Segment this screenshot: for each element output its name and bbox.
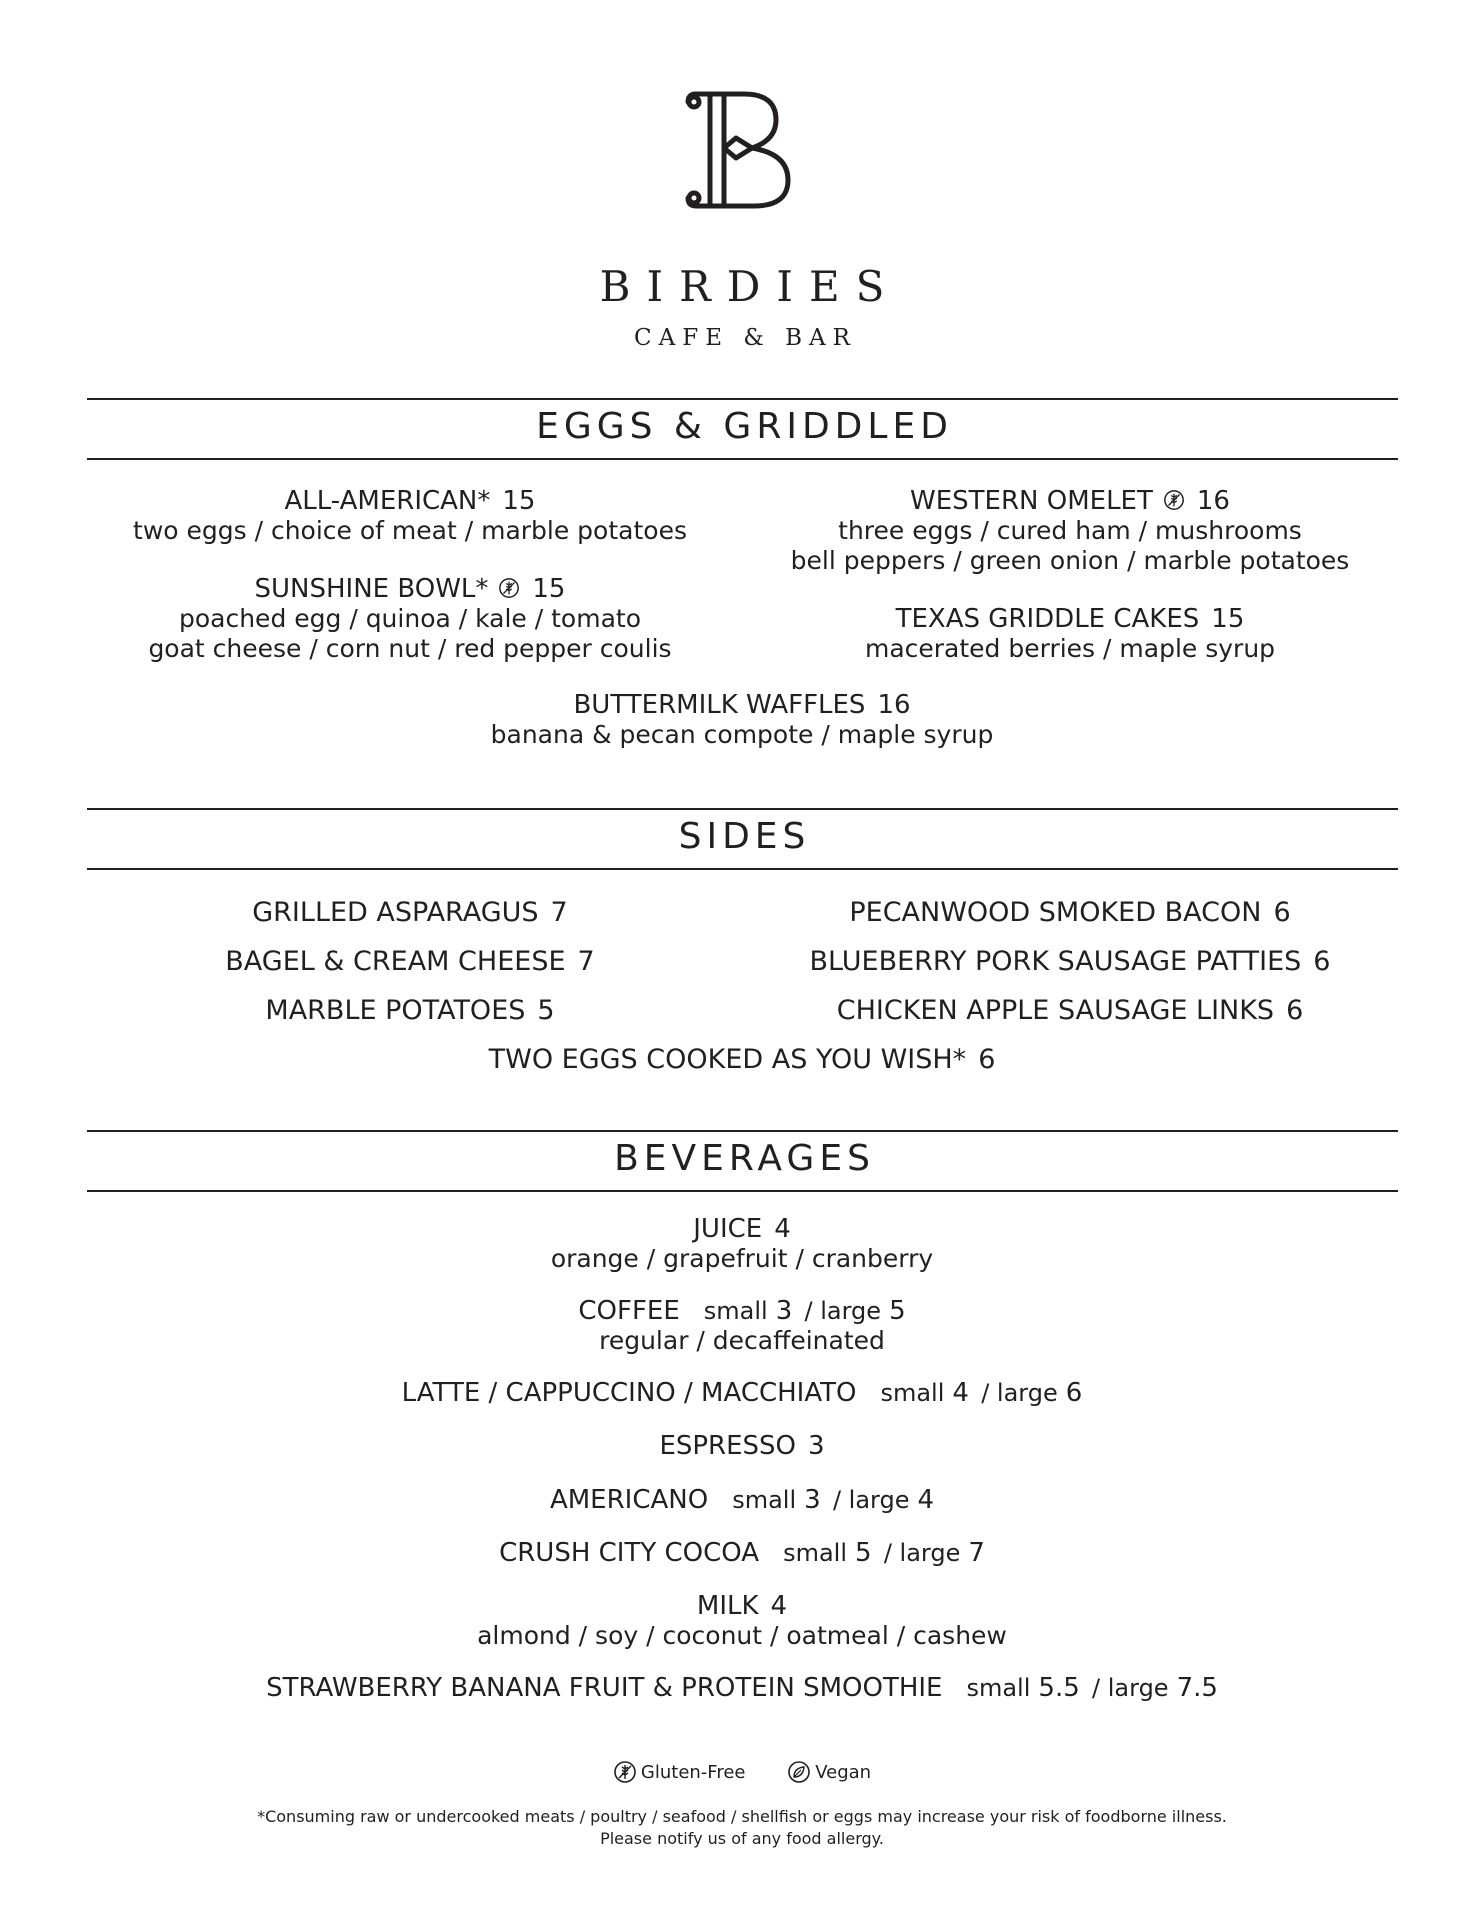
size-small-label: small — [783, 1539, 848, 1567]
menu-item-juice — [0, 1214, 1484, 1274]
section-rule-top — [87, 808, 1398, 810]
item-name: JUICE — [693, 1214, 763, 1244]
legend-gluten-free — [613, 1760, 746, 1784]
size-large-label: / large — [981, 1379, 1058, 1407]
large-price: 7 — [968, 1538, 985, 1568]
size-small-label: small — [703, 1297, 768, 1325]
item-price: 15 — [1211, 604, 1245, 634]
legend-label: Gluten-Free — [640, 1761, 746, 1783]
side-item — [740, 986, 1400, 1035]
sides-left-column — [80, 888, 740, 1035]
item-description: bell peppers / green onion / marble potatoes — [790, 546, 1350, 575]
brand-subtitle: CAFE & BAR — [634, 325, 857, 351]
item-description: orange / grapefruit / cranberry — [550, 1244, 934, 1273]
item-name: SUNSHINE BOWL* — [254, 574, 489, 604]
item-price: 6 — [1286, 995, 1304, 1026]
small-price: 3 — [775, 1296, 793, 1326]
legend-vegan — [787, 1760, 871, 1784]
size-large-label: / large — [883, 1539, 961, 1567]
item-description: two eggs / choice of meat / marble potatoes — [133, 516, 687, 545]
sides-right-column — [740, 888, 1400, 1035]
small-price: 4 — [952, 1378, 969, 1408]
menu-item-buttermilk-waffles — [0, 690, 1484, 750]
item-description: banana & pecan compote / maple syrup — [490, 720, 994, 749]
large-price: 4 — [917, 1485, 935, 1515]
footnote-line: Please notify us of any food allergy. — [600, 1829, 884, 1848]
side-item — [740, 888, 1400, 937]
item-name: PECANWOOD SMOKED BACON — [849, 897, 1262, 928]
size-large-label: / large — [1092, 1674, 1169, 1702]
menu-item-milk — [0, 1591, 1484, 1651]
item-name: ESPRESSO — [659, 1431, 797, 1461]
item-price: 6 — [1313, 946, 1331, 977]
item-name: AMERICANO — [549, 1485, 709, 1515]
small-price: 5 — [855, 1538, 872, 1568]
item-name: COFFEE — [578, 1296, 680, 1326]
item-price: 7 — [577, 946, 595, 977]
size-large-label: / large — [832, 1486, 910, 1514]
size-small-label: small — [966, 1674, 1031, 1702]
item-price: 16 — [877, 690, 911, 720]
legend-label: Vegan — [815, 1761, 872, 1783]
menu-item-smoothie — [0, 1673, 1484, 1703]
large-price: 7.5 — [1176, 1673, 1218, 1703]
eggs-left-column — [80, 486, 740, 664]
gluten-free-icon — [1163, 489, 1185, 511]
item-name: WESTERN OMELET — [910, 486, 1153, 516]
large-price: 6 — [1065, 1378, 1083, 1408]
menu-item-western-omelet — [740, 486, 1400, 576]
section-rule-bottom — [87, 1190, 1398, 1192]
size-small-label: small — [880, 1379, 945, 1407]
size-large-label: / large — [804, 1297, 882, 1325]
item-name: GRILLED ASPARAGUS — [252, 897, 539, 928]
item-price: 4 — [774, 1214, 791, 1244]
side-item — [80, 888, 740, 937]
section-rule-bottom — [87, 458, 1398, 460]
item-name: ALL-AMERICAN* — [284, 486, 491, 516]
menu-item-espresso — [0, 1431, 1484, 1461]
item-description: three eggs / cured ham / mushrooms — [838, 516, 1302, 545]
section-rule-bottom — [87, 868, 1398, 870]
item-price: 15 — [532, 574, 566, 604]
item-name: STRAWBERRY BANANA FRUIT & PROTEIN SMOOTHIE — [266, 1673, 943, 1703]
item-price: 7 — [550, 897, 568, 928]
item-description: regular / decaffeinated — [599, 1326, 885, 1355]
menu-item-coffee — [0, 1296, 1484, 1356]
item-name: TWO EGGS COOKED AS YOU WISH* — [488, 1044, 967, 1075]
item-price: 15 — [502, 486, 536, 516]
item-name: BAGEL & CREAM CHEESE — [225, 946, 566, 977]
leaf-icon — [787, 1760, 811, 1784]
menu-item-sunshine-bowl — [80, 574, 740, 664]
item-price: 16 — [1196, 486, 1230, 516]
item-price: 6 — [1273, 897, 1291, 928]
allergy-footnote — [0, 1806, 1484, 1850]
menu-item-latte — [0, 1378, 1484, 1408]
section-title-sides: SIDES — [678, 816, 811, 857]
menu-item-texas-griddle-cakes — [740, 604, 1400, 664]
item-name: CRUSH CITY COCOA — [499, 1538, 760, 1568]
item-price: 6 — [978, 1044, 996, 1075]
item-description: almond / soy / coconut / oatmeal / cashew — [477, 1621, 1007, 1650]
footnote-line: *Consuming raw or undercooked meats / poultry / seafood / shellfish or eggs may increase your risk of foodborne illness. — [257, 1807, 1227, 1826]
item-name: MILK — [696, 1591, 759, 1621]
menu-item-americano — [0, 1485, 1484, 1515]
brand-name: BIRDIES — [599, 262, 901, 311]
item-name: LATTE / CAPPUCCINO / MACCHIATO — [401, 1378, 857, 1408]
menu-item-all-american — [80, 486, 740, 546]
section-title-beverages: BEVERAGES — [614, 1138, 875, 1179]
size-small-label: small — [732, 1486, 797, 1514]
side-item — [740, 937, 1400, 986]
section-rule-top — [87, 398, 1398, 400]
item-price: 5 — [537, 995, 555, 1026]
eggs-right-column — [740, 486, 1400, 664]
wheat-crossed-icon — [613, 1760, 637, 1784]
side-item — [80, 986, 740, 1035]
monogram-b-logo — [680, 88, 804, 212]
item-price: 4 — [770, 1591, 788, 1621]
item-description: poached egg / quinoa / kale / tomato — [178, 604, 641, 633]
gluten-free-icon — [498, 577, 520, 599]
small-price: 3 — [804, 1485, 821, 1515]
side-item-two-eggs — [0, 1035, 1484, 1084]
item-name: MARBLE POTATOES — [265, 995, 526, 1026]
item-price: 3 — [808, 1431, 825, 1461]
item-name: BLUEBERRY PORK SAUSAGE PATTIES — [809, 946, 1302, 977]
item-description: goat cheese / corn nut / red pepper coulis — [148, 634, 672, 663]
item-description: macerated berries / maple syrup — [864, 634, 1276, 663]
menu-item-cocoa — [0, 1538, 1484, 1568]
section-rule-top — [87, 1130, 1398, 1132]
item-name: BUTTERMILK WAFFLES — [573, 690, 866, 720]
side-item — [80, 937, 740, 986]
small-price: 5.5 — [1038, 1673, 1080, 1703]
item-name: CHICKEN APPLE SAUSAGE LINKS — [836, 995, 1275, 1026]
dietary-legend — [0, 1760, 1484, 1789]
section-title-eggs: EGGS & GRIDDLED — [536, 406, 953, 447]
large-price: 5 — [889, 1296, 906, 1326]
item-name: TEXAS GRIDDLE CAKES — [895, 604, 1200, 634]
